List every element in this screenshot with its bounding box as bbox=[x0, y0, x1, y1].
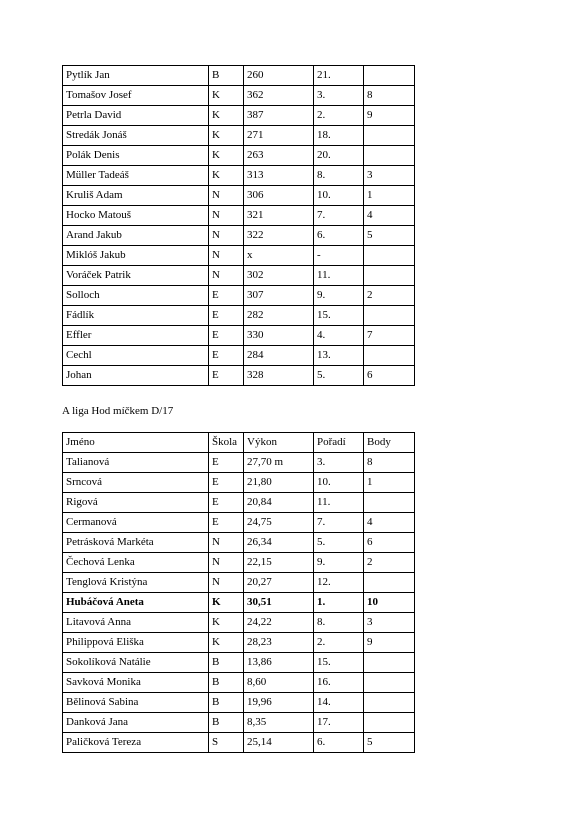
table-row bbox=[63, 553, 415, 573]
cell-name: Petrla David bbox=[63, 106, 209, 126]
cell-points: 2 bbox=[364, 286, 415, 306]
cell-performance: 20,84 bbox=[244, 493, 314, 513]
table-row bbox=[63, 86, 415, 106]
cell-rank: 21. bbox=[314, 66, 364, 86]
cell-points: 9 bbox=[364, 633, 415, 653]
cell-performance: 30,51 bbox=[244, 593, 314, 613]
cell-points bbox=[364, 246, 415, 266]
cell-rank: 7. bbox=[314, 513, 364, 533]
cell-name: Arand Jakub bbox=[63, 226, 209, 246]
cell-school: K bbox=[209, 106, 244, 126]
table-row bbox=[63, 513, 415, 533]
cell-points: 5 bbox=[364, 733, 415, 753]
cell-name: Petrásková Markéta bbox=[63, 533, 209, 553]
cell-school: E bbox=[209, 346, 244, 366]
table-header-row bbox=[63, 433, 415, 453]
header-name: Jméno bbox=[63, 433, 209, 453]
table-row bbox=[63, 126, 415, 146]
cell-name: Tomašov Josef bbox=[63, 86, 209, 106]
cell-rank: 5. bbox=[314, 366, 364, 386]
cell-performance: 387 bbox=[244, 106, 314, 126]
cell-performance: 20,27 bbox=[244, 573, 314, 593]
cell-rank: 10. bbox=[314, 186, 364, 206]
cell-rank: 20. bbox=[314, 146, 364, 166]
cell-performance: 313 bbox=[244, 166, 314, 186]
table-row bbox=[63, 366, 415, 386]
cell-school: E bbox=[209, 326, 244, 346]
cell-performance: 28,23 bbox=[244, 633, 314, 653]
cell-name: Savková Monika bbox=[63, 673, 209, 693]
header-rank: Pořadí bbox=[314, 433, 364, 453]
cell-performance: 328 bbox=[244, 366, 314, 386]
cell-school: B bbox=[209, 693, 244, 713]
table-row bbox=[63, 286, 415, 306]
cell-points: 7 bbox=[364, 326, 415, 346]
cell-points: 4 bbox=[364, 206, 415, 226]
cell-school: K bbox=[209, 166, 244, 186]
cell-rank: 7. bbox=[314, 206, 364, 226]
cell-school: K bbox=[209, 146, 244, 166]
table-row bbox=[63, 226, 415, 246]
cell-performance: 24,75 bbox=[244, 513, 314, 533]
cell-name: Philippová Eliška bbox=[63, 633, 209, 653]
cell-performance: 306 bbox=[244, 186, 314, 206]
cell-name: Bělinová Sabina bbox=[63, 693, 209, 713]
table-row bbox=[63, 326, 415, 346]
cell-points bbox=[364, 346, 415, 366]
cell-performance: 321 bbox=[244, 206, 314, 226]
cell-rank: 9. bbox=[314, 553, 364, 573]
cell-school: E bbox=[209, 473, 244, 493]
table-row bbox=[63, 346, 415, 366]
cell-rank: 8. bbox=[314, 166, 364, 186]
results-table-continued-body bbox=[63, 66, 415, 386]
cell-performance: 284 bbox=[244, 346, 314, 366]
header-performance: Výkon bbox=[244, 433, 314, 453]
section-caption: A liga Hod míčkem D/17 bbox=[62, 405, 174, 417]
cell-points bbox=[364, 66, 415, 86]
cell-points: 3 bbox=[364, 166, 415, 186]
cell-name: Cermanová bbox=[63, 513, 209, 533]
cell-name: Sokolíková Natálie bbox=[63, 653, 209, 673]
table-row bbox=[63, 713, 415, 733]
cell-school: N bbox=[209, 266, 244, 286]
cell-name: Litavová Anna bbox=[63, 613, 209, 633]
cell-points: 10 bbox=[364, 593, 415, 613]
cell-rank: 2. bbox=[314, 633, 364, 653]
cell-school: K bbox=[209, 633, 244, 653]
table-row bbox=[63, 533, 415, 553]
cell-performance: 271 bbox=[244, 126, 314, 146]
cell-points bbox=[364, 693, 415, 713]
results-table-ball-throw bbox=[62, 432, 415, 753]
cell-rank: 13. bbox=[314, 346, 364, 366]
cell-performance: 13,86 bbox=[244, 653, 314, 673]
cell-rank: 9. bbox=[314, 286, 364, 306]
table-row bbox=[63, 733, 415, 753]
cell-performance: x bbox=[244, 246, 314, 266]
cell-school: E bbox=[209, 513, 244, 533]
cell-rank: 6. bbox=[314, 733, 364, 753]
cell-rank: 2. bbox=[314, 106, 364, 126]
cell-points: 4 bbox=[364, 513, 415, 533]
table-row bbox=[63, 693, 415, 713]
cell-name: Hubáčová Aneta bbox=[63, 593, 209, 613]
cell-performance: 22,15 bbox=[244, 553, 314, 573]
cell-performance: 307 bbox=[244, 286, 314, 306]
cell-rank: 18. bbox=[314, 126, 364, 146]
table-row bbox=[63, 633, 415, 653]
cell-performance: 263 bbox=[244, 146, 314, 166]
cell-points bbox=[364, 306, 415, 326]
table-row bbox=[63, 266, 415, 286]
header-school: Škola bbox=[209, 433, 244, 453]
cell-performance: 302 bbox=[244, 266, 314, 286]
cell-name: Fádlík bbox=[63, 306, 209, 326]
table-row bbox=[63, 473, 415, 493]
table-row bbox=[63, 493, 415, 513]
cell-rank: 15. bbox=[314, 306, 364, 326]
cell-school: N bbox=[209, 553, 244, 573]
cell-rank: 6. bbox=[314, 226, 364, 246]
cell-name: Pytlík Jan bbox=[63, 66, 209, 86]
table-row bbox=[63, 146, 415, 166]
cell-school: E bbox=[209, 306, 244, 326]
cell-points bbox=[364, 126, 415, 146]
cell-points: 6 bbox=[364, 533, 415, 553]
cell-name: Kruliš Adam bbox=[63, 186, 209, 206]
cell-points: 9 bbox=[364, 106, 415, 126]
cell-rank: 8. bbox=[314, 613, 364, 633]
table-row bbox=[63, 246, 415, 266]
table-row bbox=[63, 653, 415, 673]
cell-points bbox=[364, 673, 415, 693]
cell-points bbox=[364, 266, 415, 286]
cell-school: E bbox=[209, 286, 244, 306]
cell-name: Paličková Tereza bbox=[63, 733, 209, 753]
cell-points: 8 bbox=[364, 86, 415, 106]
cell-points: 2 bbox=[364, 553, 415, 573]
cell-school: E bbox=[209, 493, 244, 513]
cell-name: Polák Denis bbox=[63, 146, 209, 166]
table-row bbox=[63, 593, 415, 613]
cell-school: E bbox=[209, 366, 244, 386]
table-row bbox=[63, 613, 415, 633]
table-row bbox=[63, 306, 415, 326]
cell-school: S bbox=[209, 733, 244, 753]
cell-name: Miklóš Jakub bbox=[63, 246, 209, 266]
cell-school: N bbox=[209, 186, 244, 206]
table-row bbox=[63, 206, 415, 226]
cell-points: 6 bbox=[364, 366, 415, 386]
cell-school: N bbox=[209, 246, 244, 266]
cell-rank: 11. bbox=[314, 266, 364, 286]
cell-name: Danková Jana bbox=[63, 713, 209, 733]
cell-performance: 21,80 bbox=[244, 473, 314, 493]
cell-name: Čechová Lenka bbox=[63, 553, 209, 573]
header-points: Body bbox=[364, 433, 415, 453]
cell-rank: 3. bbox=[314, 453, 364, 473]
results-table-continued bbox=[62, 65, 415, 386]
cell-school: N bbox=[209, 573, 244, 593]
table-row bbox=[63, 66, 415, 86]
cell-name: Müller Tadeáš bbox=[63, 166, 209, 186]
cell-school: K bbox=[209, 613, 244, 633]
cell-rank: 3. bbox=[314, 86, 364, 106]
cell-name: Voráček Patrik bbox=[63, 266, 209, 286]
cell-points bbox=[364, 713, 415, 733]
cell-school: K bbox=[209, 126, 244, 146]
cell-performance: 8,35 bbox=[244, 713, 314, 733]
cell-rank: 14. bbox=[314, 693, 364, 713]
cell-name: Solloch bbox=[63, 286, 209, 306]
cell-rank: 15. bbox=[314, 653, 364, 673]
cell-name: Effler bbox=[63, 326, 209, 346]
cell-name: Srncová bbox=[63, 473, 209, 493]
cell-performance: 26,34 bbox=[244, 533, 314, 553]
cell-points: 5 bbox=[364, 226, 415, 246]
cell-name: Rigová bbox=[63, 493, 209, 513]
cell-points: 8 bbox=[364, 453, 415, 473]
cell-points: 1 bbox=[364, 473, 415, 493]
cell-performance: 24,22 bbox=[244, 613, 314, 633]
cell-performance: 282 bbox=[244, 306, 314, 326]
cell-rank: 11. bbox=[314, 493, 364, 513]
cell-points bbox=[364, 653, 415, 673]
cell-school: K bbox=[209, 86, 244, 106]
cell-name: Tenglová Kristýna bbox=[63, 573, 209, 593]
cell-school: B bbox=[209, 66, 244, 86]
cell-performance: 322 bbox=[244, 226, 314, 246]
cell-name: Hocko Matouš bbox=[63, 206, 209, 226]
cell-school: B bbox=[209, 713, 244, 733]
cell-performance: 27,70 m bbox=[244, 453, 314, 473]
cell-performance: 260 bbox=[244, 66, 314, 86]
cell-name: Talianová bbox=[63, 453, 209, 473]
table-row bbox=[63, 186, 415, 206]
cell-school: N bbox=[209, 206, 244, 226]
cell-name: Cechl bbox=[63, 346, 209, 366]
cell-performance: 19,96 bbox=[244, 693, 314, 713]
cell-school: B bbox=[209, 653, 244, 673]
cell-school: N bbox=[209, 533, 244, 553]
cell-performance: 8,60 bbox=[244, 673, 314, 693]
cell-school: E bbox=[209, 453, 244, 473]
cell-name: Stredák Jonáš bbox=[63, 126, 209, 146]
cell-rank: 4. bbox=[314, 326, 364, 346]
cell-performance: 362 bbox=[244, 86, 314, 106]
cell-school: N bbox=[209, 226, 244, 246]
table-row bbox=[63, 573, 415, 593]
cell-rank: 1. bbox=[314, 593, 364, 613]
cell-school: B bbox=[209, 673, 244, 693]
cell-rank: 5. bbox=[314, 533, 364, 553]
cell-performance: 330 bbox=[244, 326, 314, 346]
cell-rank: 10. bbox=[314, 473, 364, 493]
cell-school: K bbox=[209, 593, 244, 613]
cell-points: 3 bbox=[364, 613, 415, 633]
cell-points bbox=[364, 146, 415, 166]
cell-rank: 12. bbox=[314, 573, 364, 593]
table-row bbox=[63, 106, 415, 126]
cell-rank: 16. bbox=[314, 673, 364, 693]
cell-points bbox=[364, 573, 415, 593]
table-row bbox=[63, 166, 415, 186]
cell-rank: - bbox=[314, 246, 364, 266]
table-row bbox=[63, 673, 415, 693]
cell-points: 1 bbox=[364, 186, 415, 206]
results-table-ball-throw-body bbox=[63, 453, 415, 753]
cell-points bbox=[364, 493, 415, 513]
cell-rank: 17. bbox=[314, 713, 364, 733]
cell-performance: 25,14 bbox=[244, 733, 314, 753]
table-row bbox=[63, 453, 415, 473]
cell-name: Johan bbox=[63, 366, 209, 386]
